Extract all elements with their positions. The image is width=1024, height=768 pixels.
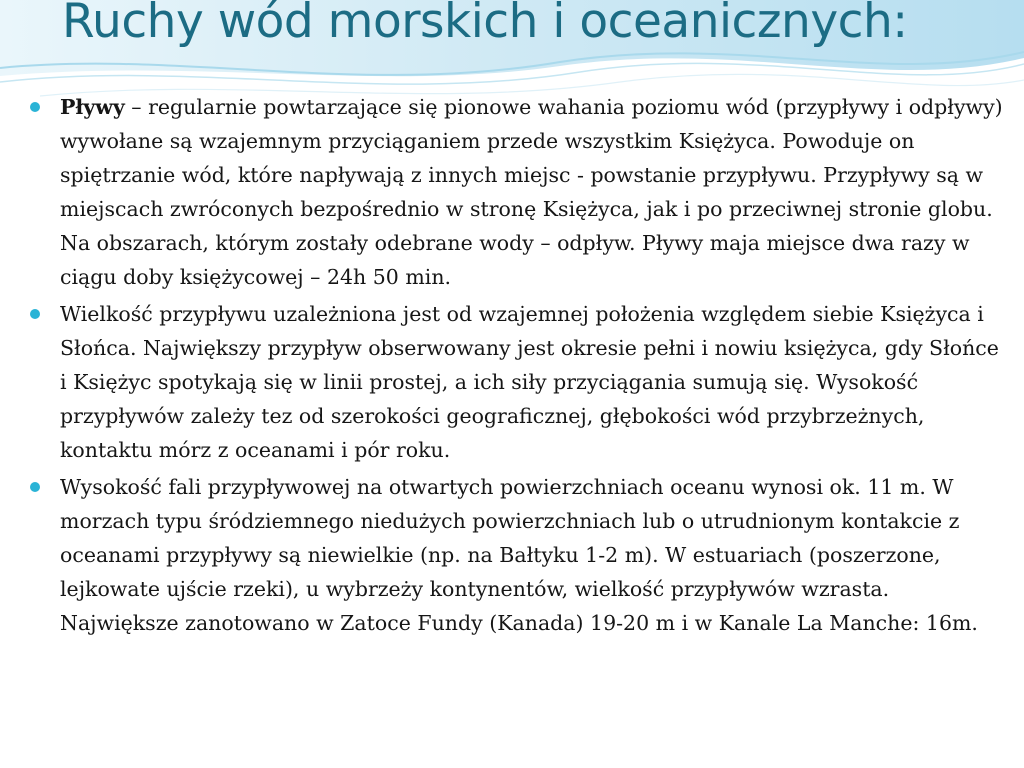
bullet-item — [30, 297, 1005, 467]
slide-title: Ruchy wód morskich i oceanicznych: — [62, 0, 908, 49]
bullet-text: – regularnie powtarzające się pionowe wahania poziomu wód (przypływy i odpływy) wywołane są wzajemnym przyciąganiem przede wszystkim Księżyca. Powoduje on spiętrzanie wód, które napływają z innych miejsc - powstanie przypływu. Przypływy są w miejscach zwróconych bezpośrednio w stronę Księżyca, jak i po przeciwnej stronie globu. Na obszarach, którym zostały odebrane wody – odpływ. Pływy maja miejsce dwa razy w ciągu doby księżycowej – 24h 50 min. — [60, 95, 1003, 289]
bullet-term: Pływy — [60, 95, 125, 119]
bullet-list — [30, 90, 1005, 643]
bullet-icon — [30, 309, 40, 319]
bullet-text: Wielkość przypływu uzależniona jest od wzajemnej położenia względem siebie Księżyca i Słońca. Największy przypływ obserwowany jest okresie pełni i nowiu księżyca, gdy Słońce i Księżyc spotykają się w linii prostej, a ich siły przyciągania sumują się. Wysokość przypływów zależy tez od szerokości geograficznej, głębokości wód przybrzeżnych, kontaktu mórz z oceanami i pór roku. — [60, 302, 999, 462]
bullet-item — [30, 470, 1005, 640]
bullet-icon — [30, 102, 40, 112]
bullet-icon — [30, 482, 40, 492]
bullet-text: Wysokość fali przypływowej na otwartych powierzchniach oceanu wynosi ok. 11 m. W morzach typu śródziemnego niedużych powierzchniach lub o utrudnionym kontakcie z oceanami przypływy są niewielkie (np. na Bałtyku 1-2 m). W estuariach (poszerzone, lejkowate ujście rzeki), u wybrzeży kontynentów, wielkość przypływów wzrasta. Największe zanotowano w Zatoce Fundy (Kanada) 19-20 m i w Kanale La Manche: 16m. — [60, 475, 978, 635]
bullet-item — [30, 90, 1005, 294]
